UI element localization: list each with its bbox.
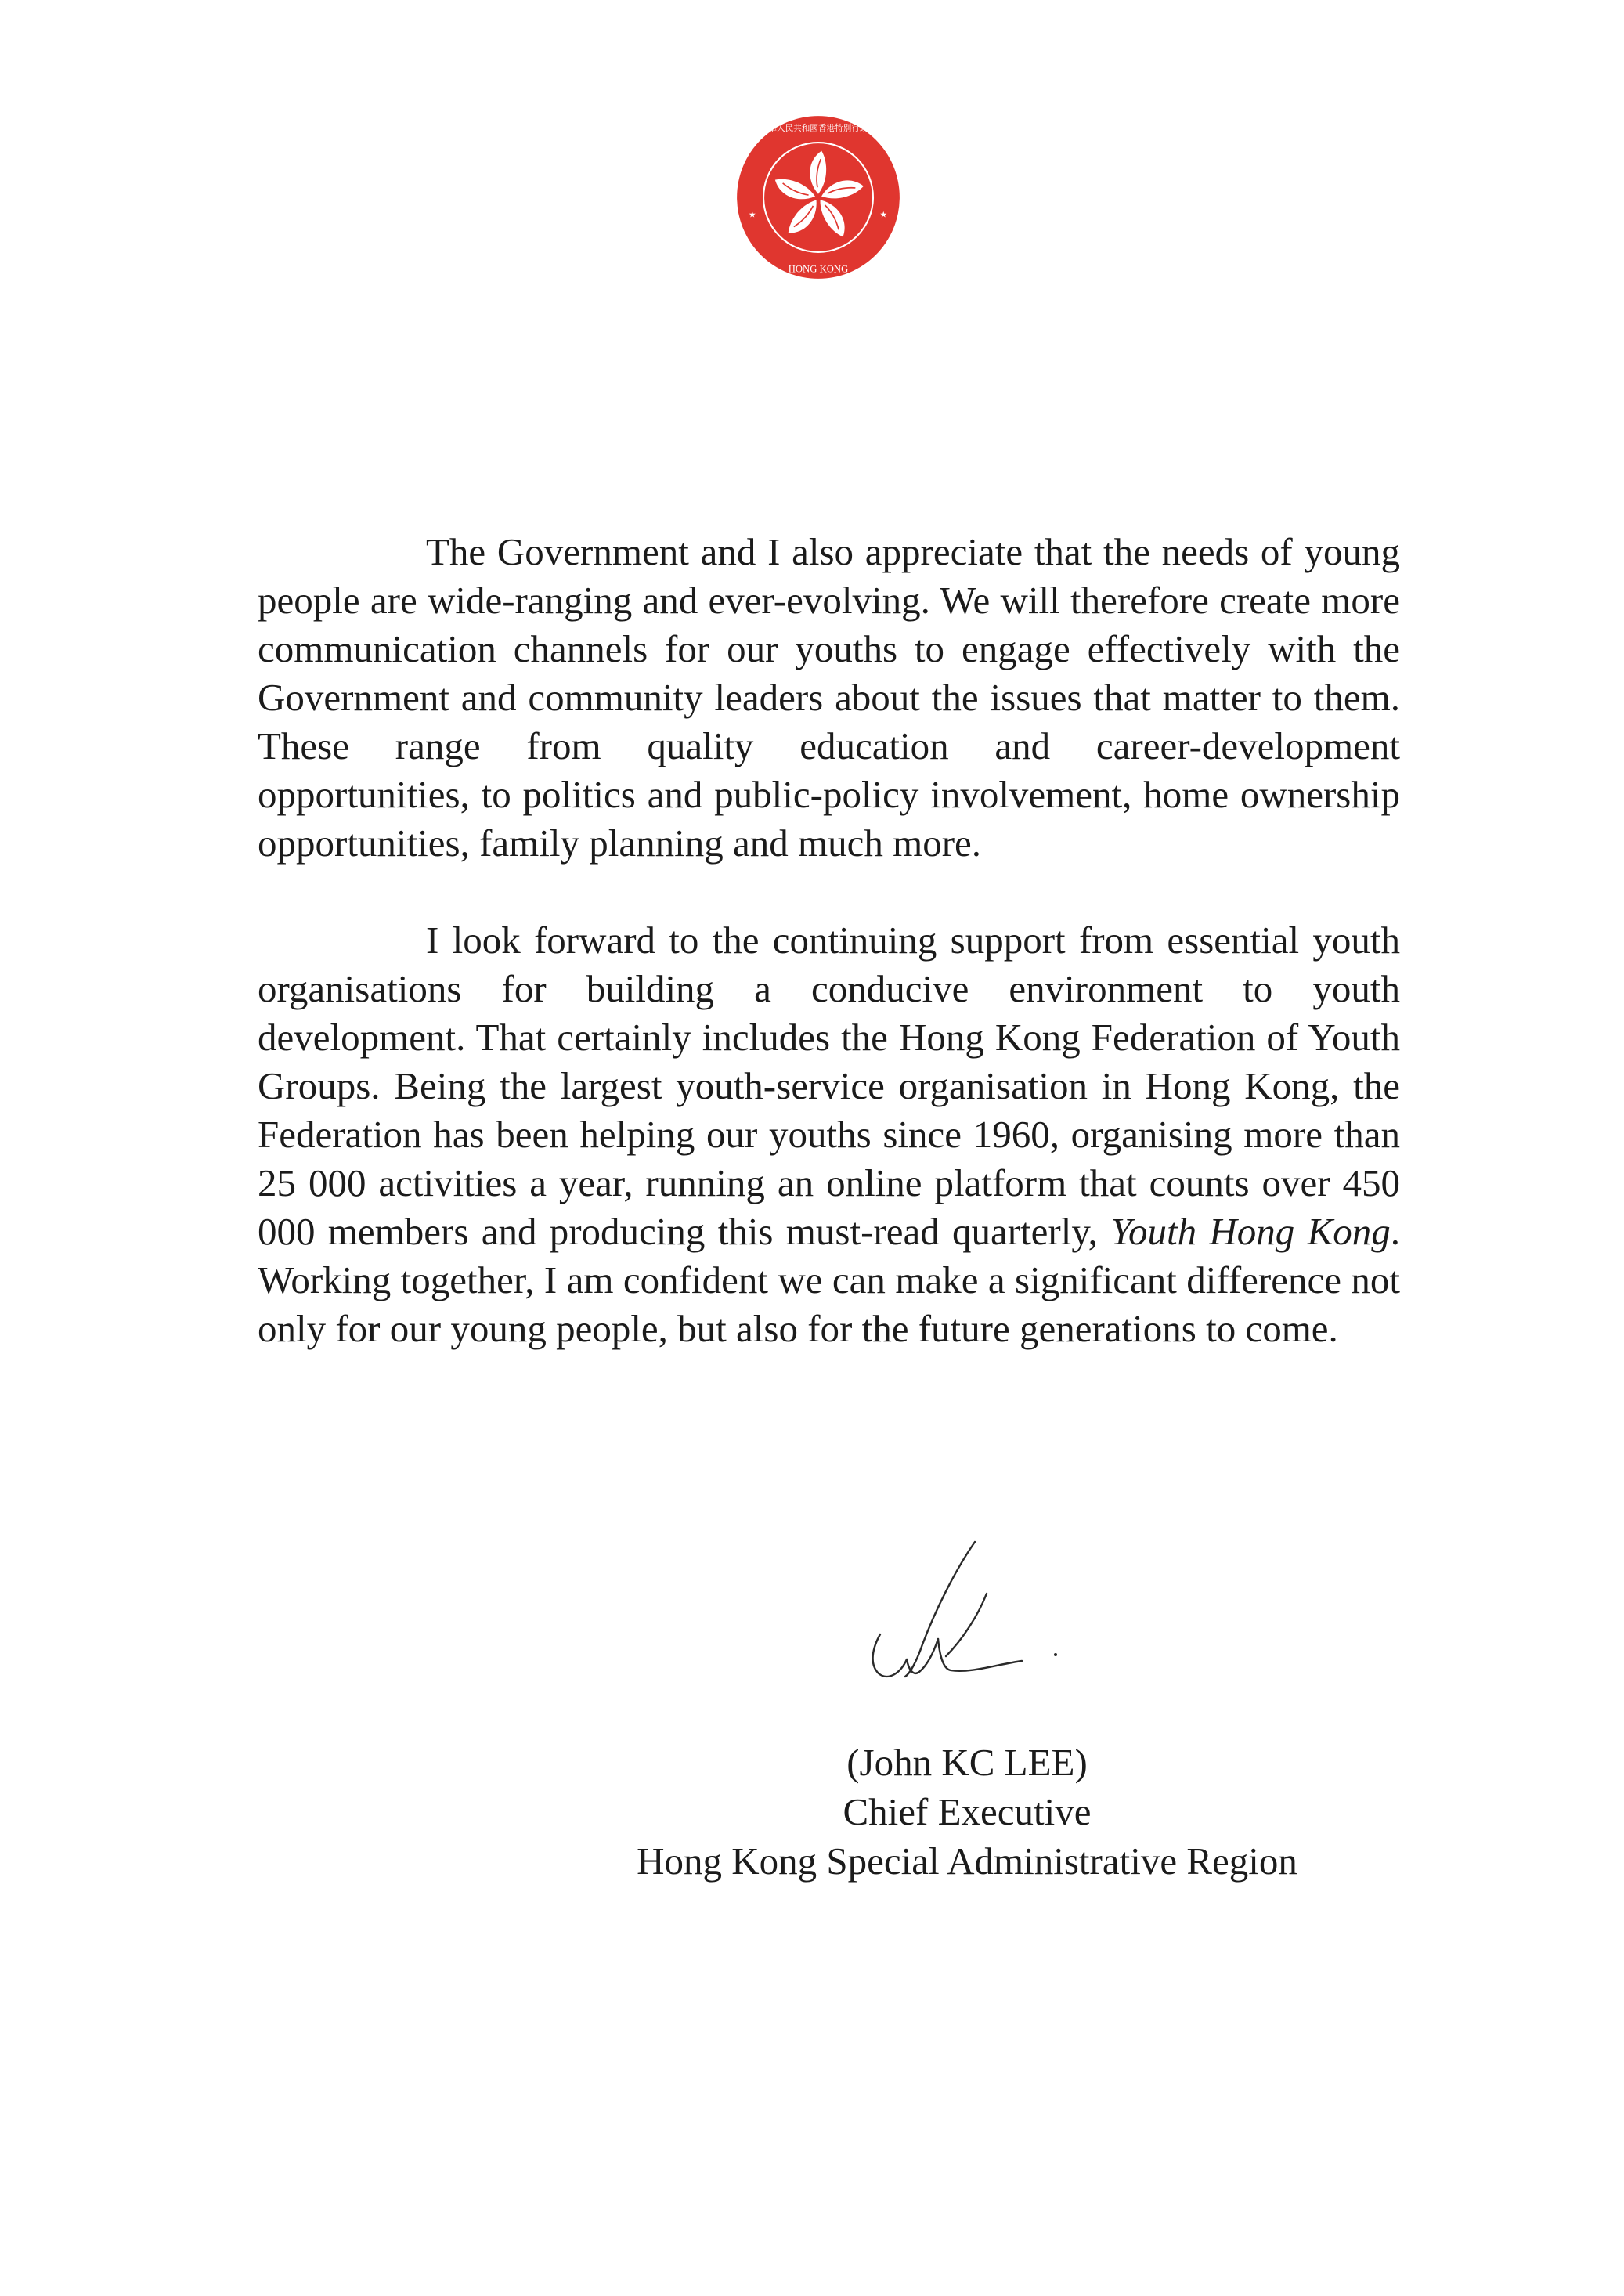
paragraph-1 [258, 528, 1400, 868]
signatory-organisation: Hong Kong Special Administrative Region [637, 1839, 1297, 1883]
paragraph-2-text-end: . Working together, I am confident we can make a significant difference not only for our young people, but also for the future generations to come. [258, 1210, 1401, 1350]
signature-block [548, 1738, 1386, 1886]
paragraph-2 [258, 916, 1400, 1353]
paragraph-1-text: The Government and I also appreciate that the needs of young people are wide-ranging and ever-evolving. We will therefore create more communication channels for our youths to engage effectively with the Government and community leaders about the issues that matter to them. These range from quality education and career-development opportunities, to politics and public-policy involvement, home ownership opportunities, family planning and much more. [258, 530, 1400, 865]
signatory-title: Chief Executive [843, 1790, 1092, 1833]
hksar-emblem [735, 114, 901, 280]
letter-body [258, 528, 1400, 1353]
handwritten-signature [861, 1539, 1081, 1707]
svg-text:★: ★ [748, 210, 756, 220]
paragraph-2-text: I look forward to the continuing support from essential youth organisations for building a conducive environment to youth development. That certainly includes the Hong Kong Federation of Youth Groups. Being the largest youth-service organisation in Hong Kong, the Federation has been helping our youths since 1960, organising more than 25 000 activities a year, running an online platform that counts over 450 000 members and producing this must-read quarterly, [258, 919, 1400, 1253]
publication-title: Youth Hong Kong [1110, 1210, 1391, 1253]
signatory-name: (John KC LEE) [846, 1741, 1088, 1784]
svg-text:★: ★ [879, 210, 887, 220]
emblem-inscription-english: HONG KONG [788, 263, 849, 275]
emblem-inscription-chinese: 中華人民共和國香港特別行政區 [760, 124, 877, 134]
